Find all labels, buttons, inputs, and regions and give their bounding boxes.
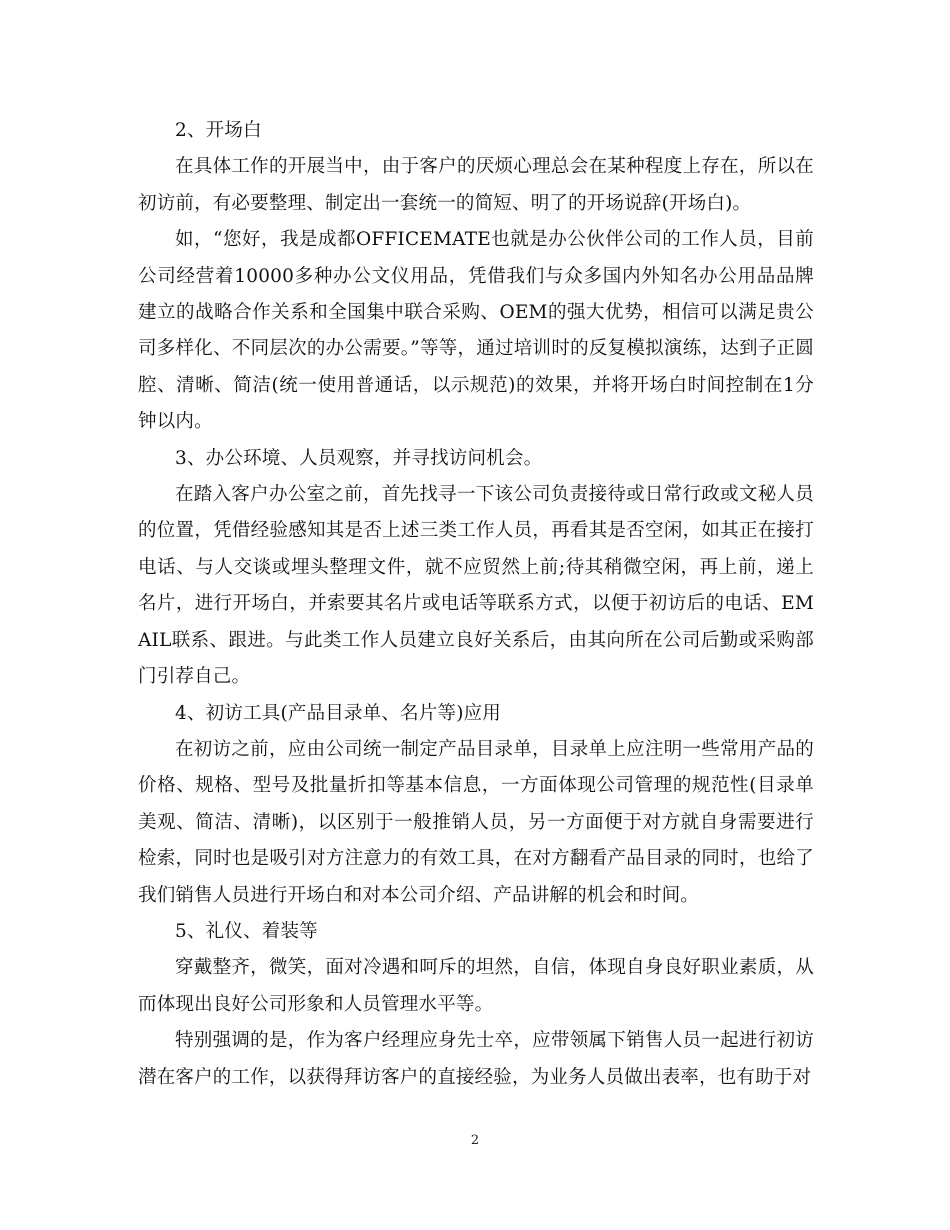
section-heading-etiquette: 5、礼仪、着装等 — [175, 920, 318, 942]
section-heading-opening: 2、开场白 — [175, 120, 262, 141]
paragraph: 在初访之前，应由公司统一制定产品目录单，目录单上应注明一些常用产品的价格、规格、型号及批量折扣等基本信息，一方面体现公司管理的规范性(目录单美观、简洁、清晰)，以区别于一般推销人员，另一方面便于对方就自身需要进行检索，同时也是吸引对方注意力的有效工具，在对方翻看产品目录的同时，也给了我们销售人员进行开场白和对本公司介绍、产品讲解的机会和时间。 — [138, 738, 814, 906]
document-body — [138, 113, 814, 1096]
section-heading-environment: 3、办公环境、人员观察，并寻找访问机会。 — [175, 447, 543, 469]
paragraph: 在具体工作的开展当中，由于客户的厌烦心理总会在某种程度上存在，所以在初访前，有必要整理、制定出一套统一的简短、明了的开场说辞(开场白)。 — [138, 156, 814, 214]
paragraph: 特别强调的是，作为客户经理应身先士卒，应带领属下销售人员一起进行初访潜在客户的工作，以获得拜访客户的直接经验，为业务人员做出表率，也有助于对 — [138, 1030, 814, 1088]
paragraph: 在踏入客户办公室之前，首先找寻一下该公司负责接待或日常行政或文秘人员的位置，凭借经验感知其是否上述三类工作人员，再看其是否空闲，如其正在接打电话、与人交谈或埋头整理文件，就不应贸然上前;待其稍微空闲，再上前，递上名片，进行开场白，并索要其名片或电话等联系方式，以便于初访后的电话、EMAIL联系、跟进。与此类工作人员建立良好关系后，由其向所在公司后勤或采购部门引荐自己。 — [138, 484, 814, 688]
paragraph: 如，“您好，我是成都OFFICEMATE也就是办公伙伴公司的工作人员，目前公司经营着10000多种办公文仪用品，凭借我们与众多国内外知名办公用品品牌建立的战略合作关系和全国集中联合采购、OEM的强大优势，相信可以满足贵公司多样化、不同层次的办公需要。”等等，通过培训时的反复模拟演练，达到子正圆腔、清晰、简洁(统一使用普通话，以示规范)的效果，并将开场白时间控制在1分钟以内。 — [138, 229, 814, 433]
section-heading-tools: 4、初访工具(产品目录单、名片等)应用 — [175, 702, 502, 724]
page-number: 2 — [470, 1133, 480, 1148]
paragraph: 穿戴整齐，微笑，面对冷遇和呵斥的坦然，自信，体现自身良好职业素质，从而体现出良好公司形象和人员管理水平等。 — [138, 957, 814, 1015]
